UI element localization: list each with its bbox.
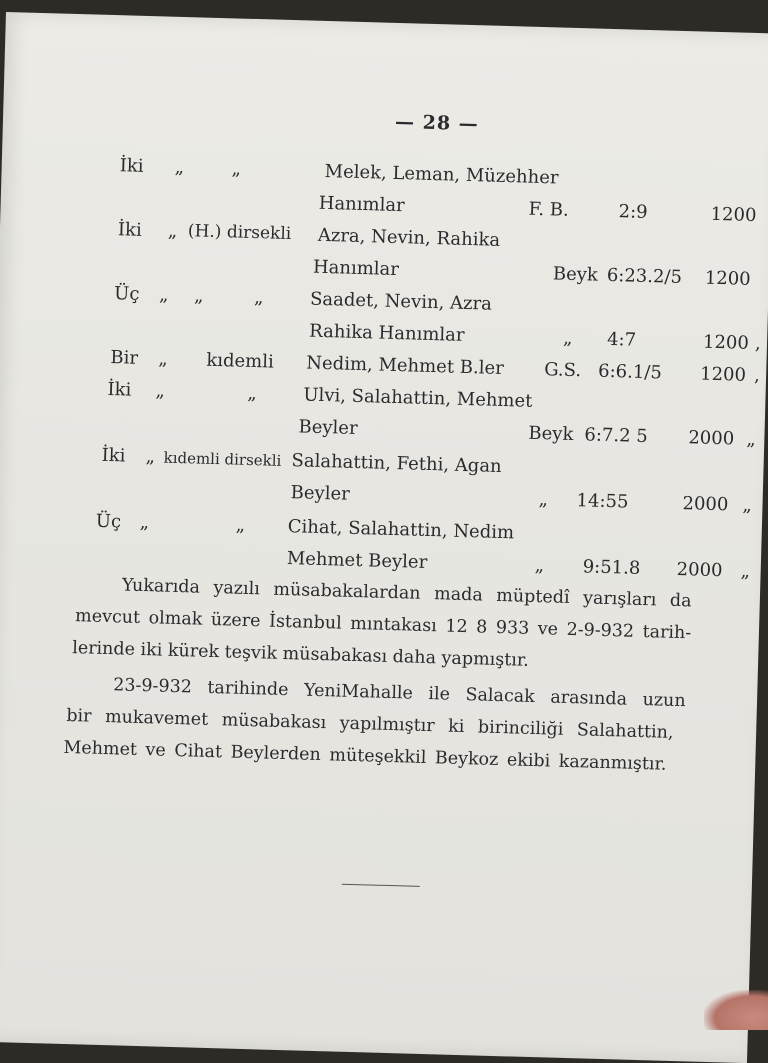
ditto-mark: „: [158, 348, 168, 369]
boat-count: İki: [107, 379, 131, 401]
boat-count: İki: [119, 155, 143, 177]
page-number: — 28 —: [395, 111, 479, 135]
crew-names-continued: Beyler: [298, 416, 358, 439]
ditto-mark: „: [174, 157, 184, 178]
ditto-mark: „: [145, 446, 155, 467]
ditto-mark: „: [742, 495, 752, 516]
ditto-mark: „: [159, 284, 169, 305]
ditto-mark: „: [168, 221, 178, 242]
club-name: G.S.: [544, 359, 581, 381]
section-divider: [342, 884, 420, 887]
ditto-mark: ,: [755, 333, 761, 354]
crew-names: Saadet, Nevin, Azra: [310, 289, 492, 315]
ditto-mark: „: [235, 515, 245, 536]
boat-count: İki: [101, 445, 125, 467]
boat-category: (H.) dirsekli: [188, 221, 292, 244]
thumb-edge: [704, 990, 768, 1030]
boat-count: Bir: [110, 347, 138, 369]
club-name: F. B.: [528, 199, 569, 221]
crew-names: Cihat, Salahattin, Nedim: [287, 516, 514, 543]
race-distance: 1200: [703, 332, 749, 354]
book-page: [0, 12, 768, 1063]
crew-names-continued: Rahika Hanımlar: [309, 321, 465, 346]
paragraph-line: Mehmet ve Cihat Beylerden müteşekkil Beykoz ekibi kazanmıştır.: [63, 738, 667, 775]
ditto-mark: „: [247, 383, 257, 404]
crew-names: Melek, Leman, Müzehher: [324, 161, 558, 189]
ditto-mark: „: [140, 512, 150, 533]
crew-names-continued: Beyler: [290, 482, 350, 505]
race-time: 6:7.2 5: [584, 424, 648, 447]
race-distance: 2000: [676, 559, 722, 581]
club-name: „: [538, 489, 548, 510]
club-name: „: [563, 328, 573, 349]
crew-names-continued: Hanımlar: [313, 257, 400, 280]
boat-count: İki: [118, 219, 142, 241]
club-name: Beyk: [553, 263, 599, 285]
boat-count: Üç: [114, 283, 140, 305]
ditto-mark: „: [155, 380, 165, 401]
boat-category: kıdemli dirsekli: [163, 449, 281, 470]
ditto-mark: ,: [754, 365, 760, 386]
race-time: 6:23.2/5: [607, 265, 683, 288]
race-distance: 1200: [705, 268, 751, 290]
ditto-mark: „: [254, 287, 264, 308]
paragraph-line: lerinde iki kürek teşvik müsabakası daha yapmıştır.: [72, 638, 529, 671]
boat-category: kıdemli: [206, 350, 274, 373]
race-time: 2:9: [618, 201, 648, 223]
race-time: 14:55: [576, 490, 628, 512]
paragraph-line: Yukarıda yazılı müsabakalardan mada müptedî yarışları da: [122, 575, 692, 611]
club-name: Beyk: [528, 423, 574, 445]
paragraph-line: 23-9-932 tarihinde YeniMahalle ile Salacak arasında uzun: [113, 675, 686, 711]
race-distance: 1200: [700, 364, 746, 386]
club-name: „: [534, 555, 544, 576]
race-time: 6:6.1/5: [598, 361, 662, 384]
ditto-mark: „: [746, 429, 756, 450]
crew-names: Salahattin, Fethi, Agan: [291, 450, 502, 477]
race-distance: 2000: [688, 427, 734, 449]
race-distance: 1200: [710, 204, 756, 226]
race-time: 9:51.8: [582, 556, 640, 579]
crew-names-continued: Mehmet Beyler: [287, 548, 428, 573]
crew-names: Ulvi, Salahattin, Mehmet: [303, 384, 533, 411]
paragraph-line: bir mukavemet müsabakası yapılmıştır ki birinciliği Salahattin,: [66, 706, 674, 743]
crew-names-continued: Hanımlar: [318, 193, 405, 216]
crew-names: Nedim, Mehmet B.ler: [306, 353, 504, 380]
ditto-mark: „: [231, 158, 241, 179]
ditto-mark: „: [740, 561, 750, 582]
ditto-mark: „: [194, 285, 204, 306]
race-distance: 2000: [682, 493, 728, 515]
paragraph-line: mevcut olmak üzere İstanbul mıntakası 12 8 933 ve 2-9-932 tarih-: [75, 606, 692, 643]
race-time: 4:7: [607, 329, 637, 351]
boat-count: Üç: [96, 511, 122, 533]
crew-names: Azra, Nevin, Rahika: [318, 225, 501, 251]
